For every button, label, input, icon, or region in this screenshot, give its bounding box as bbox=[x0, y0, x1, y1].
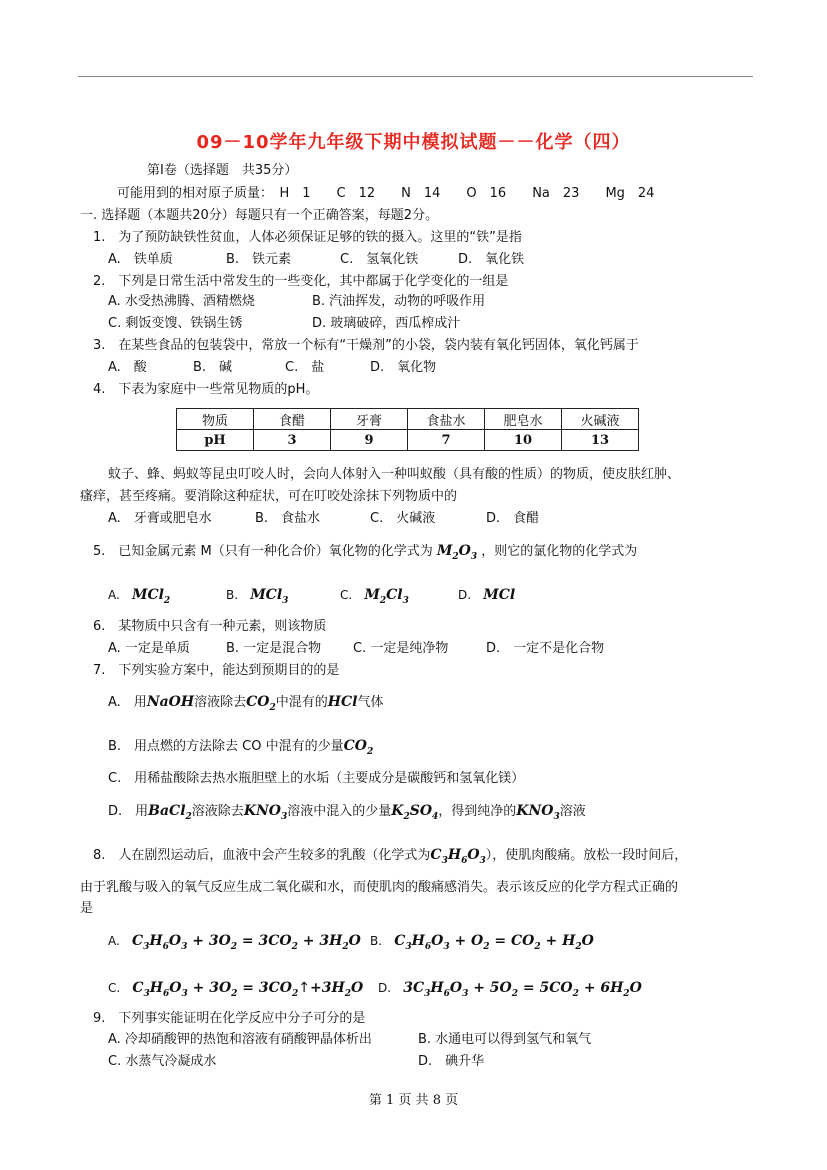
question-5-stem bbox=[93, 542, 637, 566]
q6-option-d: D. 一定不是化合物 bbox=[486, 641, 605, 656]
option-label: A. bbox=[108, 588, 120, 602]
page-footer: 第 1 页 共 8 页 bbox=[368, 1093, 459, 1108]
q1-option-c: C. 氢氧化铁 bbox=[340, 252, 419, 267]
ph-table-header-row bbox=[177, 409, 639, 430]
q3-option-b: B. 碱 bbox=[193, 360, 233, 375]
table-cell: 食盐水 bbox=[408, 409, 485, 430]
text: ），使肌肉酸痛。放松一段时间后， bbox=[485, 848, 688, 863]
q1-option-d: D. 氧化铁 bbox=[458, 252, 525, 267]
text: B. 用点燃的方法除去 CO 中混有的少量 bbox=[108, 739, 344, 754]
q4-paragraph-2: 瘙痒，甚至疼痛。要消除这种症状，可在叮咬处涂抹下列物质中的 bbox=[80, 489, 458, 504]
question-8-stem bbox=[93, 846, 687, 870]
question-7-stem: 7. 下列实验方案中，能达到预期目的的是 bbox=[93, 663, 340, 678]
equation-c: $C_3H_6O_3 + 3O_2$ = $3CO_2↑+3H_2O$ bbox=[132, 980, 364, 999]
formula-naoh: NaOH bbox=[146, 694, 195, 710]
text: 气体 bbox=[357, 695, 384, 710]
q9-option-d: D. 碘升华 bbox=[418, 1054, 485, 1069]
text: 中混有的 bbox=[275, 695, 328, 710]
formula-hcl: HCl bbox=[327, 694, 358, 710]
q2-option-b: B. 汽油挥发，动物的呼吸作用 bbox=[312, 294, 486, 309]
q8-option-a bbox=[108, 932, 361, 956]
q1-option-a: A. 铁单质 bbox=[108, 252, 173, 267]
table-cell: 肥皂水 bbox=[485, 409, 562, 430]
table-cell: 10 bbox=[485, 430, 562, 451]
text: ，得到纯净的 bbox=[438, 804, 517, 819]
table-cell: pH bbox=[177, 430, 254, 451]
q4-option-d: D. 食醋 bbox=[486, 511, 540, 526]
question-6-stem: 6. 某物质中只含有一种元素，则该物质 bbox=[93, 619, 327, 634]
formula-m2cl3: $M_2Cl_3$ bbox=[364, 587, 409, 606]
text: D. 用 bbox=[108, 804, 149, 819]
table-cell: 物质 bbox=[177, 409, 254, 430]
equation-b: $C_3H_6O_3 + O_2 = CO_2 + H_2O$ bbox=[394, 933, 594, 952]
part-heading: 一. 选择题（本题共20分）每题只有一个正确答案，每题2分。 bbox=[80, 208, 439, 223]
table-cell: 7 bbox=[408, 430, 485, 451]
option-label: C. bbox=[108, 981, 121, 995]
option-label: B. bbox=[370, 934, 383, 948]
formula-co2: $CO_2$ bbox=[343, 738, 374, 757]
q5-option-d bbox=[458, 586, 515, 605]
text: 溶液 bbox=[559, 804, 586, 819]
option-label: B. bbox=[226, 588, 239, 602]
question-1-stem: 1. 为了预防缺铁性贫血，人体必须保证足够的铁的摄入。这里的“铁”是指 bbox=[93, 230, 522, 245]
q9-option-a: A. 冷却硝酸钾的热饱和溶液有硝酸钾晶体析出 bbox=[108, 1032, 372, 1047]
text: A. 用 bbox=[108, 695, 147, 710]
equation-d: $3C_3H_6O_3 + 5O_2 = 5CO_2 + 6H_2O$ bbox=[403, 980, 642, 999]
formula-mcl3: MCl$_3$ bbox=[250, 587, 289, 606]
q9-option-b: B. 水通电可以得到氢气和氧气 bbox=[418, 1032, 592, 1047]
q8-option-c bbox=[108, 979, 363, 1003]
q9-option-c: C. 水蒸气冷凝成水 bbox=[108, 1054, 217, 1069]
option-label: D. bbox=[378, 981, 392, 995]
q4-option-c: C. 火碱液 bbox=[370, 511, 436, 526]
formula-bacl2: BaCl$_2$ bbox=[148, 803, 192, 822]
q5-option-b bbox=[226, 586, 288, 610]
text: 8. 人在剧烈运动后，血液中会产生较多的乳酸（化学式为 bbox=[93, 848, 431, 863]
formula-co2: $CO_2$ bbox=[246, 694, 276, 713]
q2-option-a: A. 水受热沸腾、酒精燃烧 bbox=[108, 294, 255, 309]
q8-option-d bbox=[378, 979, 642, 1003]
equation-a: $C_3H_6O_3 + 3O_2 = 3CO_2 + 3H_2O$ bbox=[131, 933, 361, 952]
q7-option-a bbox=[108, 693, 383, 717]
q8-line-2: 由于乳酸与吸入的氧气反应生成二氧化碳和水，而使肌肉的酸痛感消失。表示该反应的化学方程式正确的 bbox=[80, 880, 679, 895]
option-label: A. bbox=[108, 934, 120, 948]
text: 溶液除去 bbox=[194, 695, 247, 710]
question-4-stem: 4. 下表为家庭中一些常见物质的pH。 bbox=[93, 382, 319, 397]
question-2-stem: 2. 下列是日常生活中常发生的一些变化，其中都属于化学变化的一组是 bbox=[93, 274, 509, 289]
formula-kno3: $KNO_3$ bbox=[243, 803, 288, 822]
q4-paragraph-1: 蚊子、蜂、蚂蚁等昆虫叮咬人时，会向人体射入一种叫蚁酸（具有酸的性质）的物质，使皮肤红肿、 bbox=[108, 467, 681, 482]
table-cell: 3 bbox=[254, 430, 331, 451]
question-3-stem: 3. 在某些食品的包装袋中，常放一个标有“干燥剂”的小袋，袋内装有氧化钙固体，氧化钙属于 bbox=[93, 338, 639, 353]
table-cell: 火碱液 bbox=[562, 409, 639, 430]
formula-k2so4: $K_2SO_4$ bbox=[391, 803, 439, 822]
q6-option-c: C. 一定是纯净物 bbox=[353, 641, 449, 656]
table-cell: 牙膏 bbox=[331, 409, 408, 430]
q8-option-b bbox=[370, 932, 594, 956]
ph-table bbox=[176, 408, 639, 451]
table-cell: 食醋 bbox=[254, 409, 331, 430]
gas-arrow-icon: ↑ bbox=[298, 980, 310, 996]
option-label: D. bbox=[458, 588, 472, 602]
text: 溶液除去 bbox=[191, 804, 244, 819]
q4-option-a: A. 牙膏或肥皂水 bbox=[108, 511, 212, 526]
formula-mcl: MCl bbox=[483, 587, 516, 603]
section-heading: 第Ⅰ卷（选择题 共35分） bbox=[147, 163, 298, 178]
q7-option-c: C. 用稀盐酸除去热水瓶胆壁上的水垢（主要成分是碳酸钙和氢氧化镁） bbox=[108, 771, 525, 786]
q6-option-a: A. 一定是单质 bbox=[108, 641, 190, 656]
formula-kno3: $KNO_3$ bbox=[516, 803, 560, 822]
q6-option-b: B. 一定是混合物 bbox=[226, 641, 322, 656]
ph-table-values-row bbox=[177, 430, 639, 451]
formula-lactic-acid: $C_3H_6O_3$ bbox=[430, 847, 486, 866]
table-cell: 13 bbox=[562, 430, 639, 451]
page-title: 09－10学年九年级下期中模拟试题－－化学（四） bbox=[196, 132, 631, 153]
question-9-stem: 9. 下列事实能证明在化学反应中分子可分的是 bbox=[93, 1011, 366, 1026]
atomic-masses: 可能用到的相对原子质量： H 1 C 12 N 14 O 16 Na 23 Mg 24 bbox=[117, 186, 655, 201]
q5-stem-post: ，则它的氯化物的化学式为 bbox=[481, 544, 638, 559]
q1-option-b: B. 铁元素 bbox=[226, 252, 292, 267]
formula-m2o3: $M_2O_3$ bbox=[436, 543, 478, 562]
q5-option-c bbox=[340, 586, 409, 610]
text: 溶液中混入的少量 bbox=[287, 804, 392, 819]
option-label: C. bbox=[340, 588, 353, 602]
table-cell: 9 bbox=[331, 430, 408, 451]
q3-option-d: D. 氧化物 bbox=[370, 360, 437, 375]
q7-option-b bbox=[108, 737, 373, 761]
q3-option-a: A. 酸 bbox=[108, 360, 147, 375]
q5-stem-pre: 5. 已知金属元素 M（只有一种化合价）氧化物的化学式为 bbox=[93, 544, 433, 559]
q5-option-a bbox=[108, 586, 170, 610]
q7-option-d bbox=[108, 802, 586, 826]
q8-line-3: 是 bbox=[80, 901, 94, 916]
q4-option-b: B. 食盐水 bbox=[255, 511, 321, 526]
q2-option-c: C. 剩饭变馊、铁锅生锈 bbox=[108, 316, 243, 331]
formula-mcl2: MCl$_2$ bbox=[131, 587, 171, 606]
header-rule bbox=[78, 76, 753, 77]
q2-option-d: D. 玻璃破碎，西瓜榨成汁 bbox=[312, 316, 461, 331]
q3-option-c: C. 盐 bbox=[285, 360, 325, 375]
